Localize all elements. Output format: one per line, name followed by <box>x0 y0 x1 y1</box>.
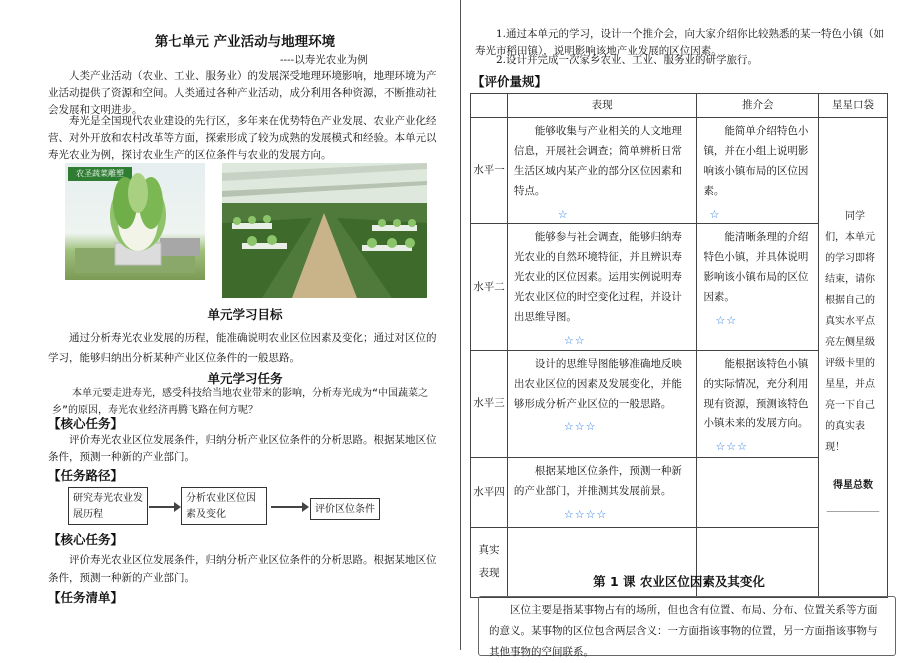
goal-text: 通过分析寿光农业发展的历程，能准确说明农业区位因素及变化；通过对区位的学习，能够归纳出分析某种产业区位条件的一般思路。 <box>48 332 437 365</box>
core-task-label: 【核心任务】 <box>48 416 124 431</box>
intro-paragraph-1: 人类产业活动（农业、工业、服务业）的发展深受地理环境影响，地理环境为产业活动提供了资源和空间。人类通过各种产业活动，成分利用各种资源，不断推动社会发展和文明进步。 <box>48 70 437 116</box>
level-cell: 水平三 <box>471 350 508 457</box>
definition-scroll-box: 区位主要是指某事物占有的场所，但也含有位置、布局、分布、位置关系等方面的意义。某事物的区位包含两层含义：一方面指该事物的位置，另一方面指该事物与其他事物的空间联系。 <box>478 596 896 656</box>
star-icon[interactable]: ☆☆☆ <box>563 420 597 434</box>
path-label: 【任务路径】 <box>48 468 124 483</box>
pocket-total-blank[interactable]: __________ <box>826 499 880 512</box>
promo-cell <box>697 457 819 527</box>
pocket-total-label: 得星总数 <box>833 479 874 491</box>
level-cell: 真实表现 <box>471 527 508 597</box>
performance-text: 能够参与社会调查，能够归纳寿光农业的自然环境特征，并且辨识寿光农业的区位因素。运用实例说明寿光农业区位的时空变化过程，并设计出思维导图。 <box>513 231 682 324</box>
path-arrow-icon <box>271 506 303 508</box>
promo-text: 能根据该特色小镇的实际情况，充分利用现有资源，预测该特色小镇未来的发展方向。 <box>703 357 809 430</box>
performance-text: 能够收集与产业相关的人文地理信息，开展社会调查；简单辨析日常生活区域内某产业的部分区位因素和特点。 <box>513 125 682 197</box>
performance-text: 设计的思维导图能够准确地反映出农业区位的因素及发展变化，并能够形成分析产业区位的一般思路。 <box>513 357 682 410</box>
rubric-label: 【评价量规】 <box>472 74 548 89</box>
table-header-row <box>471 94 888 118</box>
level-cell: 水平四 <box>471 457 508 527</box>
task-item-1: 1.通过本单元的学习，设计一个推介会，向大家介绍你比较熟悉的某一特色小镇（如寿光市稻田镇），说明影响该地产业发展的区位因素。 <box>475 28 885 57</box>
performance-cell <box>507 350 697 457</box>
core-task-text: 评价寿光农业区位发展条件，归纳分析产业区位条件的分析思路。根据某地区位条件，预测一种新的产业部门。 <box>48 434 437 463</box>
star-icon[interactable]: ☆ <box>557 207 569 221</box>
task-text: 本单元要走进寿光，感受科技给当地农业带来的影响，分析寿光成为“中国蔬菜之乡”的原因，寿光农业经济再腾飞路在何方呢？ <box>52 388 429 416</box>
performance-cell <box>507 118 697 224</box>
pocket-cell <box>819 118 888 598</box>
star-icon[interactable]: ☆☆☆☆ <box>563 507 608 521</box>
pocket-text: 同学们，本单元的学习即将结束，请你根据自己的真实水平点亮左侧星级评级卡里的星星，并点亮一下自己的真实表现！ <box>825 210 876 453</box>
intro-paragraph-2: 寿光是全国现代农业建设的先行区，多年来在优势特色产业发展、农业产业化经营、对外开放和农村改革等方面，探索形成了较为成熟的发展模式和经验。本单元以寿光农业为例，探讨农业生产的区位条件与农业的发展方向。 <box>48 115 437 161</box>
level-cell: 水平二 <box>471 224 508 350</box>
column-divider <box>460 0 461 650</box>
path-step-3: 评价区位条件 <box>310 498 380 520</box>
photo-banner: 农圣蔬菜雕塑 <box>68 167 132 181</box>
rubric-table <box>470 93 888 598</box>
performance-cell <box>507 457 697 527</box>
header-level <box>471 94 508 118</box>
header-performance: 表现 <box>507 94 697 118</box>
promo-cell <box>697 350 819 457</box>
goal-heading: 单元学习目标 <box>207 307 283 322</box>
lesson-title: 第 1 课 农业区位因素及其变化 <box>593 574 765 589</box>
task-list-label: 【任务清单】 <box>48 590 124 605</box>
cabbage-icon <box>65 163 205 280</box>
table-row <box>471 118 888 224</box>
performance-cell <box>507 224 697 350</box>
greenhouse-icon <box>222 163 427 298</box>
star-icon[interactable]: ☆ <box>709 207 721 221</box>
path-step-1: 研究寿光农业发展历程 <box>68 487 148 525</box>
star-icon[interactable]: ☆☆ <box>715 314 738 328</box>
header-promo: 推介会 <box>697 94 819 118</box>
promo-cell <box>697 224 819 350</box>
promo-text: 能清晰条理的介绍特色小镇，并具体说明影响该小镇布局的区位因素。 <box>703 231 809 304</box>
path-arrow-icon <box>149 506 175 508</box>
level-cell: 水平一 <box>471 118 508 224</box>
star-icon[interactable]: ☆☆☆ <box>715 440 749 454</box>
unit-subtitle: ----以寿光农业为例 <box>280 54 368 66</box>
promo-cell <box>697 118 819 224</box>
cabbage-sculpture-photo <box>65 163 205 280</box>
task-heading: 单元学习任务 <box>207 371 283 386</box>
greenhouse-photo <box>222 163 427 298</box>
promo-text: 能简单介绍特色小镇，并在小组上说明影响该小镇布局的区位因素。 <box>703 125 809 197</box>
core-task-label-2: 【核心任务】 <box>48 532 124 547</box>
performance-text: 根据某地区位条件，预测一种新的产业部门，并推测其发展前景。 <box>513 464 682 497</box>
task-item-2: 2.设计并完成一次家乡农业、工业、服务业的研学旅行。 <box>496 54 759 66</box>
core-task-text-2: 评价寿光农业区位发展条件，归纳分析产业区位条件的分析思路。根据某地区位条件，预测一种新的产业部门。 <box>48 554 437 584</box>
unit-title: 第七单元 产业活动与地理环境 <box>154 34 336 50</box>
header-pocket: 星星口袋 <box>819 94 888 118</box>
path-step-2: 分析农业区位因素及变化 <box>181 487 267 525</box>
star-icon[interactable]: ☆☆ <box>563 334 586 348</box>
